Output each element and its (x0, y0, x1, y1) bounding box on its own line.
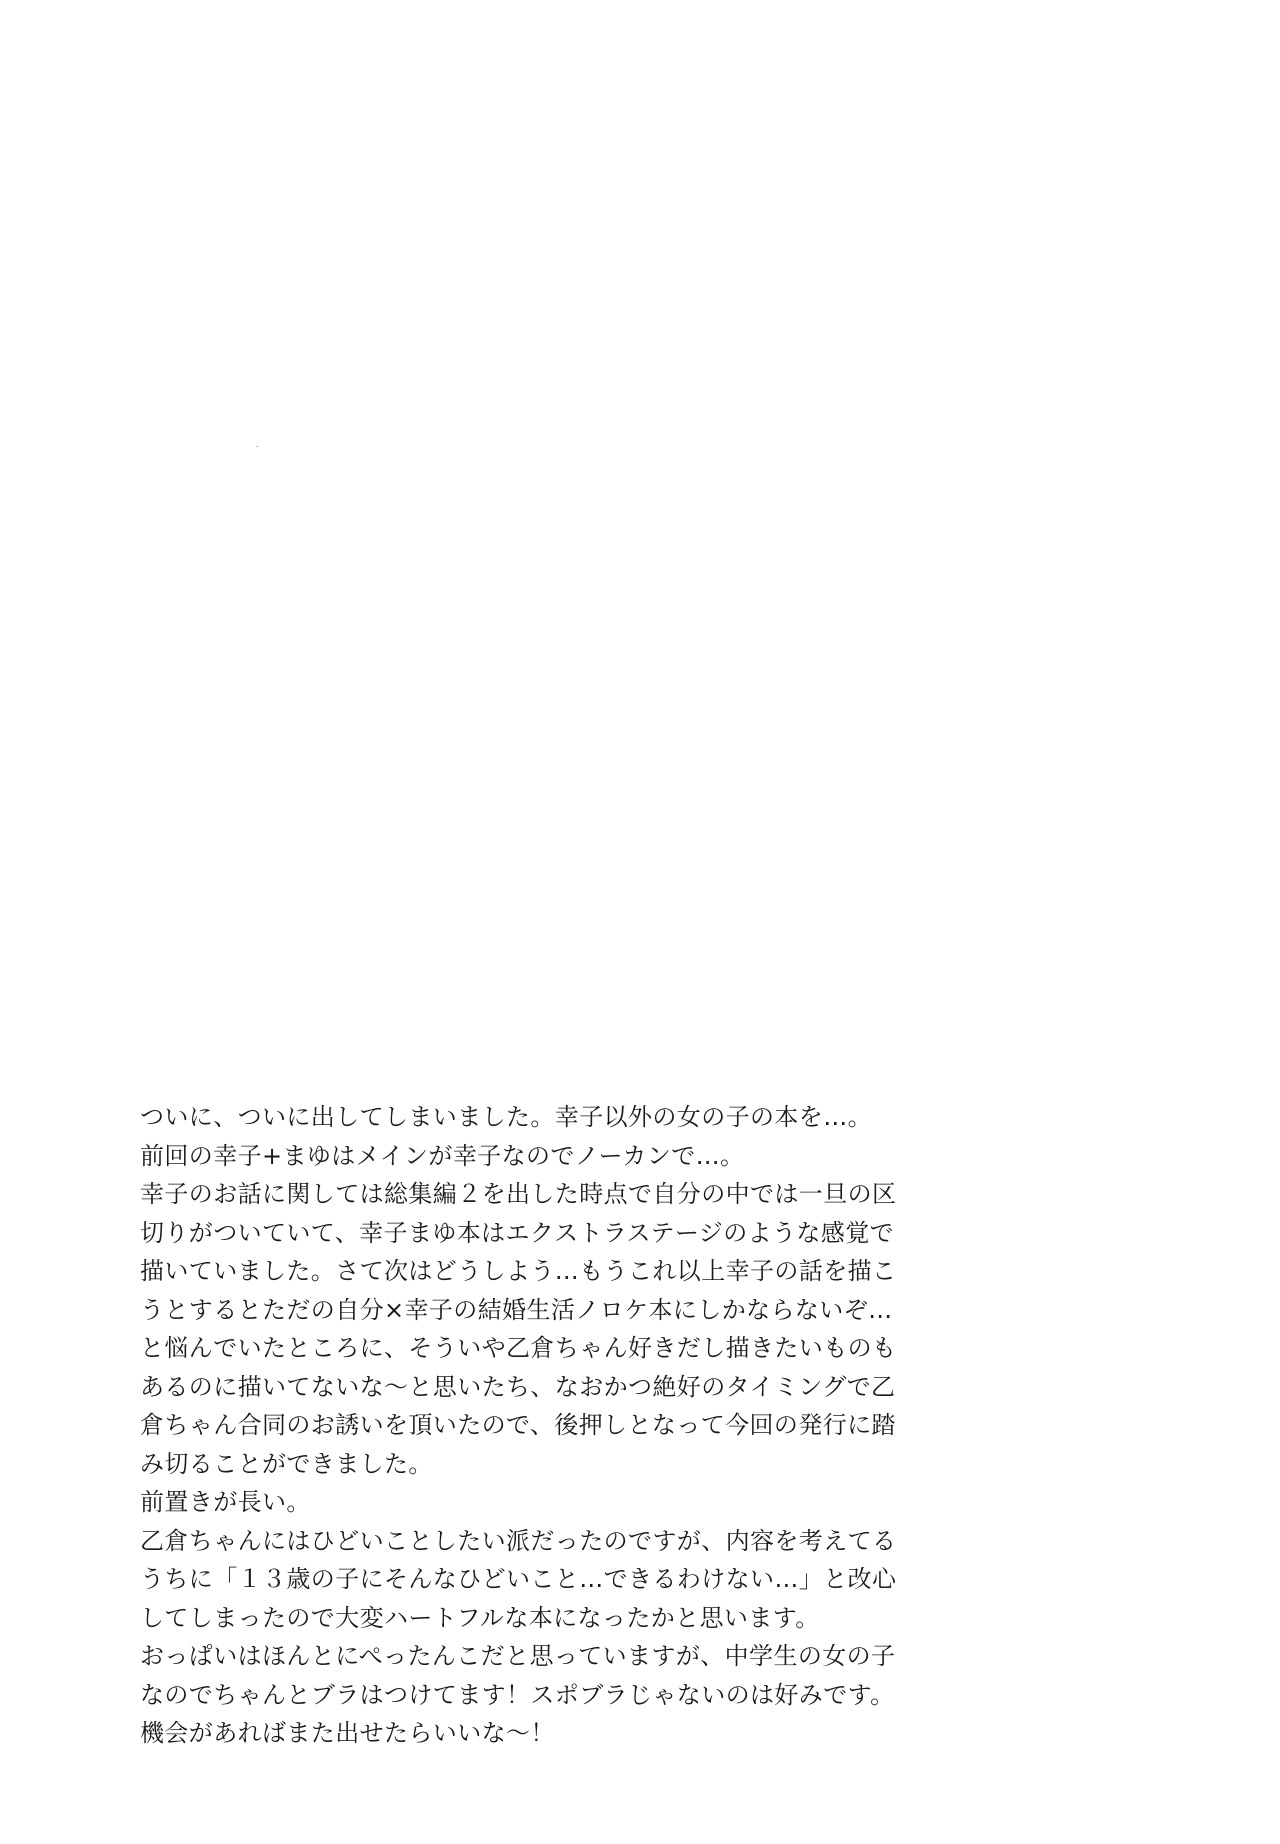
afterword-line: 前置きが長い。 (140, 1488, 311, 1516)
afterword-line: 切りがついていて、幸子まゆ本はエクストラステージのような感覚で (140, 1218, 894, 1247)
afterword-text-block (140, 1098, 1150, 1753)
afterword-line: と悩んでいたところに、そういや乙倉ちゃん好きだし描きたいものも (140, 1334, 897, 1362)
afterword-line: 幸子のお話に関しては総集編２を出した時点で自分の中では一旦の区 (140, 1180, 897, 1208)
afterword-line: うちに「１３歳の子にそんなひどいこと…できるわけない…」と改心 (140, 1565, 897, 1593)
afterword-line: なのでちゃんとブラはつけてます！スポブラじゃないのは好みです。 (140, 1680, 895, 1709)
afterword-line: 乙倉ちゃんにはひどいことしたい派だったのですが、内容を考えてる (140, 1526, 897, 1555)
afterword-line: み切ることができました。 (140, 1449, 433, 1478)
afterword-line: うとするとただの自分×幸子の結婚生活ノロケ本にしかならないぞ… (140, 1295, 893, 1324)
scan-speck (256, 446, 258, 448)
afterword-line: 描いていました。さて次はどうしよう…もうこれ以上幸子の話を描こ (140, 1257, 897, 1285)
afterword-line: ついに、ついに出してしまいました。幸子以外の女の子の本を…。 (140, 1103, 872, 1131)
afterword-line: 前回の幸子+まゆはメインが幸子なのでノーカンで…。 (140, 1141, 745, 1170)
afterword-line: 機会があればまた出せたらいいな～！ (140, 1719, 555, 1747)
afterword-line: してしまったので大変ハートフルな本になったかと思います。 (140, 1603, 820, 1632)
afterword-line: あるのに描いてないな～と思いたち、なおかつ絶好のタイミングで乙 (140, 1372, 896, 1401)
afterword-line: 倉ちゃん合同のお誘いを頂いたので、後押しとなって今回の発行に踏 (140, 1411, 896, 1439)
afterword-line: おっぱいはほんとにぺったんこだと思っていますが、中学生の女の子 (140, 1642, 896, 1670)
